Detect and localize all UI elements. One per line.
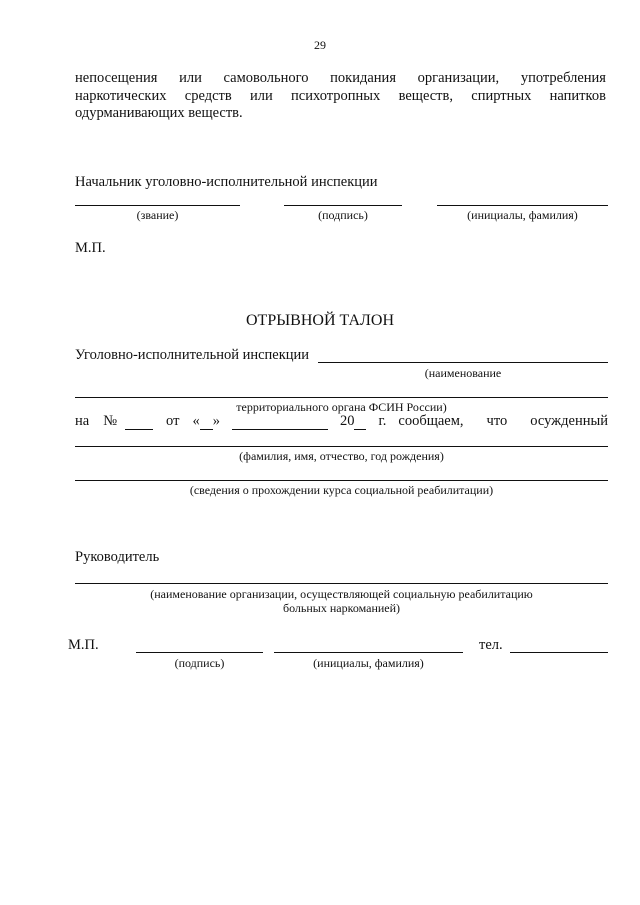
word: употребления bbox=[520, 70, 606, 86]
paragraph-line-2 bbox=[75, 88, 606, 105]
name-caption-bottom: (инициалы, фамилия) bbox=[313, 656, 424, 670]
year-prefix: 20 bbox=[339, 413, 355, 429]
stamp-label-bottom: М.П. bbox=[68, 637, 99, 653]
org-caption-line-1: (наименование организации, осуществляющей социальную реабилитацию bbox=[150, 587, 533, 601]
quote-close: » bbox=[212, 413, 220, 429]
rank-line[interactable] bbox=[75, 205, 240, 206]
name-caption: (инициалы, фамилия) bbox=[467, 208, 578, 222]
word: спиртных bbox=[471, 88, 532, 104]
word: наркотических bbox=[75, 88, 167, 104]
that-word: что bbox=[486, 413, 508, 429]
org-caption-line-2: больных наркоманией) bbox=[282, 601, 401, 615]
word: организации, bbox=[417, 70, 500, 86]
year-abbrev: г. bbox=[378, 413, 387, 429]
number-field[interactable] bbox=[125, 417, 153, 430]
rehab-caption: (сведения о прохождении курса социальной реабилитации) bbox=[189, 483, 494, 497]
paragraph-line-3: одурманивающих веществ. bbox=[75, 105, 243, 121]
territorial-body-line[interactable] bbox=[75, 397, 608, 398]
reference-line bbox=[75, 413, 608, 430]
word: психотропных bbox=[291, 88, 381, 104]
year-field[interactable] bbox=[354, 417, 366, 430]
signature-line[interactable] bbox=[284, 205, 402, 206]
word: напитков bbox=[549, 88, 606, 104]
word: или bbox=[179, 70, 202, 86]
word: самовольного bbox=[223, 70, 309, 86]
stamp-label: М.П. bbox=[75, 240, 106, 256]
from-label: от bbox=[166, 413, 180, 429]
person-details-line[interactable] bbox=[75, 446, 608, 447]
word: покидания bbox=[330, 70, 396, 86]
inspection-name-line[interactable] bbox=[318, 362, 608, 363]
name-line[interactable] bbox=[437, 205, 608, 206]
signature-line-bottom[interactable] bbox=[136, 652, 263, 653]
number-sign: № bbox=[103, 413, 118, 429]
coupon-heading: ОТРЫВНОЙ ТАЛОН bbox=[245, 312, 394, 329]
quote-open: « bbox=[192, 413, 200, 429]
phone-line[interactable] bbox=[510, 652, 608, 653]
name-line-bottom[interactable] bbox=[274, 652, 463, 653]
word: непосещения bbox=[75, 70, 158, 86]
territorial-caption: территориального органа ФСИН России) bbox=[236, 400, 447, 414]
naming-caption: (наименование bbox=[424, 366, 502, 380]
rehab-info-line[interactable] bbox=[75, 480, 608, 481]
person-caption: (фамилия, имя, отчество, год рождения) bbox=[239, 449, 444, 463]
signature-caption: (подпись) bbox=[318, 208, 368, 222]
signature-caption-bottom: (подпись) bbox=[174, 656, 225, 670]
month-field[interactable] bbox=[232, 417, 328, 430]
phone-label: тел. bbox=[479, 637, 503, 653]
chief-title: Начальник уголовно-исполнительной инспекции bbox=[75, 174, 378, 190]
report-word: сообщаем, bbox=[398, 413, 464, 429]
rank-caption: (звание) bbox=[136, 208, 179, 222]
word: средств bbox=[184, 88, 232, 104]
on-label: на bbox=[75, 413, 90, 429]
word: или bbox=[250, 88, 273, 104]
page-number: 29 bbox=[314, 38, 326, 52]
word: веществ, bbox=[398, 88, 453, 104]
inspection-label: Уголовно-исполнительной инспекции bbox=[75, 347, 310, 363]
organization-line[interactable] bbox=[75, 583, 608, 584]
convicted-word: осужденный bbox=[530, 413, 608, 429]
head-label: Руководитель bbox=[75, 549, 160, 565]
paragraph-line-1 bbox=[75, 70, 606, 87]
day-field[interactable] bbox=[200, 417, 213, 430]
